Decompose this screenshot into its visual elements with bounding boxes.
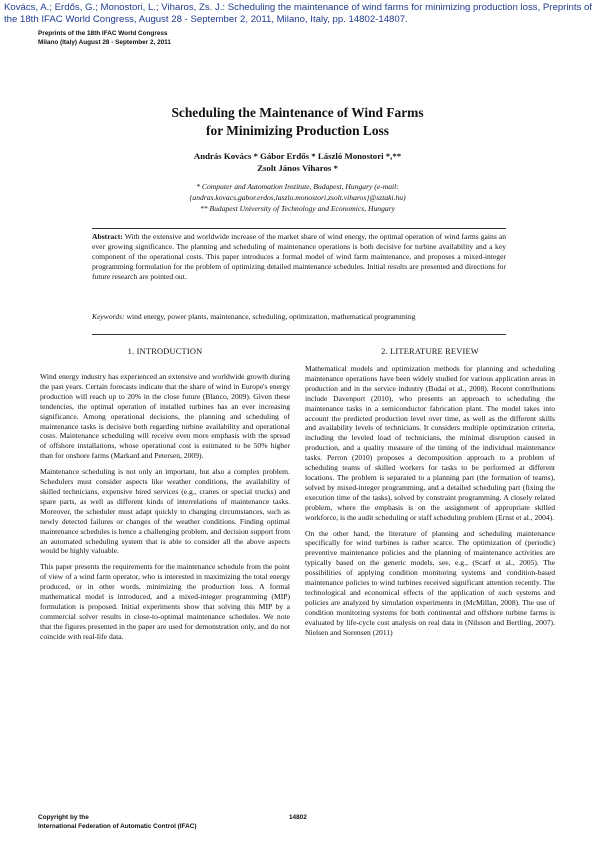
copyright-line-2: International Federation of Automatic Control (IFAC) (38, 822, 197, 830)
right-column (305, 346, 555, 643)
literature-paragraph: Mathematical models and optimization methods for planning and scheduling maintenance operations have been widely studied for various application areas in production and in the service industry (Budai et al., 2008). Recent contributions include Davenport (2010), who presents an approach to scheduling the maintenance tasks in a semiconductor fabrication plant. The model takes into account the predicted production level over time, as well as the different skills and availability levels of technicians. It considers multiple optimization criteria, including the leveled load of technicians, the minimal disruption caused in production, and a quality measure of the timing of the individual maintenance tasks. Perron (2010) proposes a decomposition approach to a problem of scheduling teams of skilled workers for tasks to be performed at different locations. The problem is separated to a planning part (the formation of teams), solved by mixed-integer programming, and a detailed scheduling part (fixing the execution time of the tasks), solved by constraint programming. A closely related problem, where the emphasis is on the assignment of appropriate skilled workforce, is the audit scheduling or staff scheduling problem (Ernst et al., 2004). (305, 364, 555, 522)
abstract-top-rule (92, 228, 506, 229)
introduction-paragraph: Maintenance scheduling is not only an important, but also a complex problem. Schedulers must consider aspects like weather conditions, the availability of skilled technicians, expensive hired services (e.g., cranes or special trucks) and spare parts, as well as different kinds of interrelations of maintenance tasks. Moreover, the scheduler must adapt quickly to changing circumstances, such as newly detected failures or changes of the weather conditions. Finding optimal maintenance schedules is hence a challenging problem, and decision support from an automated scheduling system that is able to consider all the above aspects would be highly valuable. (40, 467, 290, 556)
copyright-line-1: Copyright by the (38, 814, 89, 821)
affiliations: * Computer and Automation Institute, Budapest, Hungary (e-mail: {andras.kovacs,gabor.erdos,laszlo.monostori,zsolt.viharos}@sztaki.hu) ** Budapest University of Technology and Economics, Hungary (189, 182, 406, 213)
left-column (40, 346, 290, 648)
copyright-footer (38, 814, 196, 831)
abstract (92, 232, 506, 282)
page-number: 14802 (289, 814, 307, 821)
keywords-bottom-rule (92, 334, 506, 335)
keywords (92, 312, 506, 322)
citation-header: Kovács, A.; Erdős, G.; Monostori, L.; Viharos, Zs. J.: Scheduling the maintenance of wind farms for minimizing production loss, Preprints of the 18th IFAC World Congress, August 28 - September 2, 2011, Milano, Italy, pp. 14802-14807. (4, 2, 592, 25)
introduction-paragraph: This paper presents the requirements for the maintenance schedule from the point of view of a wind farm operator, who is interested in maximizing the total energy produced, or in other words, minimizing the production loss. A formal mathematical model is introduced, and a mixed-integer programming (MIP) formulation is proposed. Initial experiments show that solving this MIP by a commercial solver results in close-to-optimal maintenance schedules. We note that the figures presented in the paper are used for demonstration only, and do not coincide with real-life data. (40, 562, 290, 641)
literature-paragraph: On the other hand, the literature of planning and scheduling maintenance specifically for wind turbines is rather scarce. The optimization of (periodic) preventive maintenance policies and the planning of maintenance activities are typically based on the generic models, see, e.g., (Scarf et al., 2005). The possibilities of applying condition monitoring systems and condition-based maintenance policies to wind turbines received significant attention recently. The technological and economical effects of the application of such systems and policies are analyzed by simulation experiments in (McMillan, 2008). The use of condition monitoring systems for both continental and offshore turbine farms is evaluated by life-cycle cost analysis on real data in (Nilsson and Bertling, 2007). Nielsen and Sorensen (2011) (305, 528, 555, 637)
introduction-paragraph: Wind energy industry has experienced an extensive and worldwide growth during the past years. Certain forecasts indicate that the share of wind in Europe's energy production will reach up to 20% in the close future (Blanco, 2009). Given these tendencies, the optimal operation of installed turbines has an ever increasing significance. Among operational decisions, the planning and scheduling of maintenance tasks is decisive both regarding turbine availability and operational costs. Maintenance scheduling will receive even more emphasis with the spread of offshore installations, whose operational cost is estimated to be 50% higher than for onshore farms (Markard and Petersen, 2009). (40, 372, 290, 461)
keywords-text: wind energy, power plants, maintenance, scheduling, optimization, mathematical programming (124, 312, 416, 321)
preprint-line-1: Preprints of the 18th IFAC World Congress (38, 30, 168, 37)
literature-review-heading: 2. LITERATURE REVIEW (381, 347, 479, 356)
abstract-text: With the extensive and worldwide increase of the market share of wind energy, the optimal operation of wind farms gains an ever growing significance. The planning and scheduling of maintenance operations is both decisive for turbine availability and a key component of the operational costs. This paper introduces a formal model of wind farm maintenance, and proposes a mixed-integer programming formulation for the problem of optimizing detailed maintenance schedules. Initial results are presented and directions for future research are pointed out. (92, 232, 506, 281)
preprint-info (38, 30, 171, 47)
preprint-line-2: Milano (Italy) August 28 - September 2, 2011 (38, 38, 171, 46)
abstract-label: Abstract: (92, 232, 123, 241)
introduction-heading: 1. INTRODUCTION (127, 347, 203, 356)
keywords-label: Keywords: (92, 312, 125, 321)
author-list: András Kovács * Gábor Erdős * László Monostori *,** Zsolt János Viharos * (193, 151, 402, 173)
paper-title: Scheduling the Maintenance of Wind Farms for Minimizing Production Loss (171, 105, 424, 138)
